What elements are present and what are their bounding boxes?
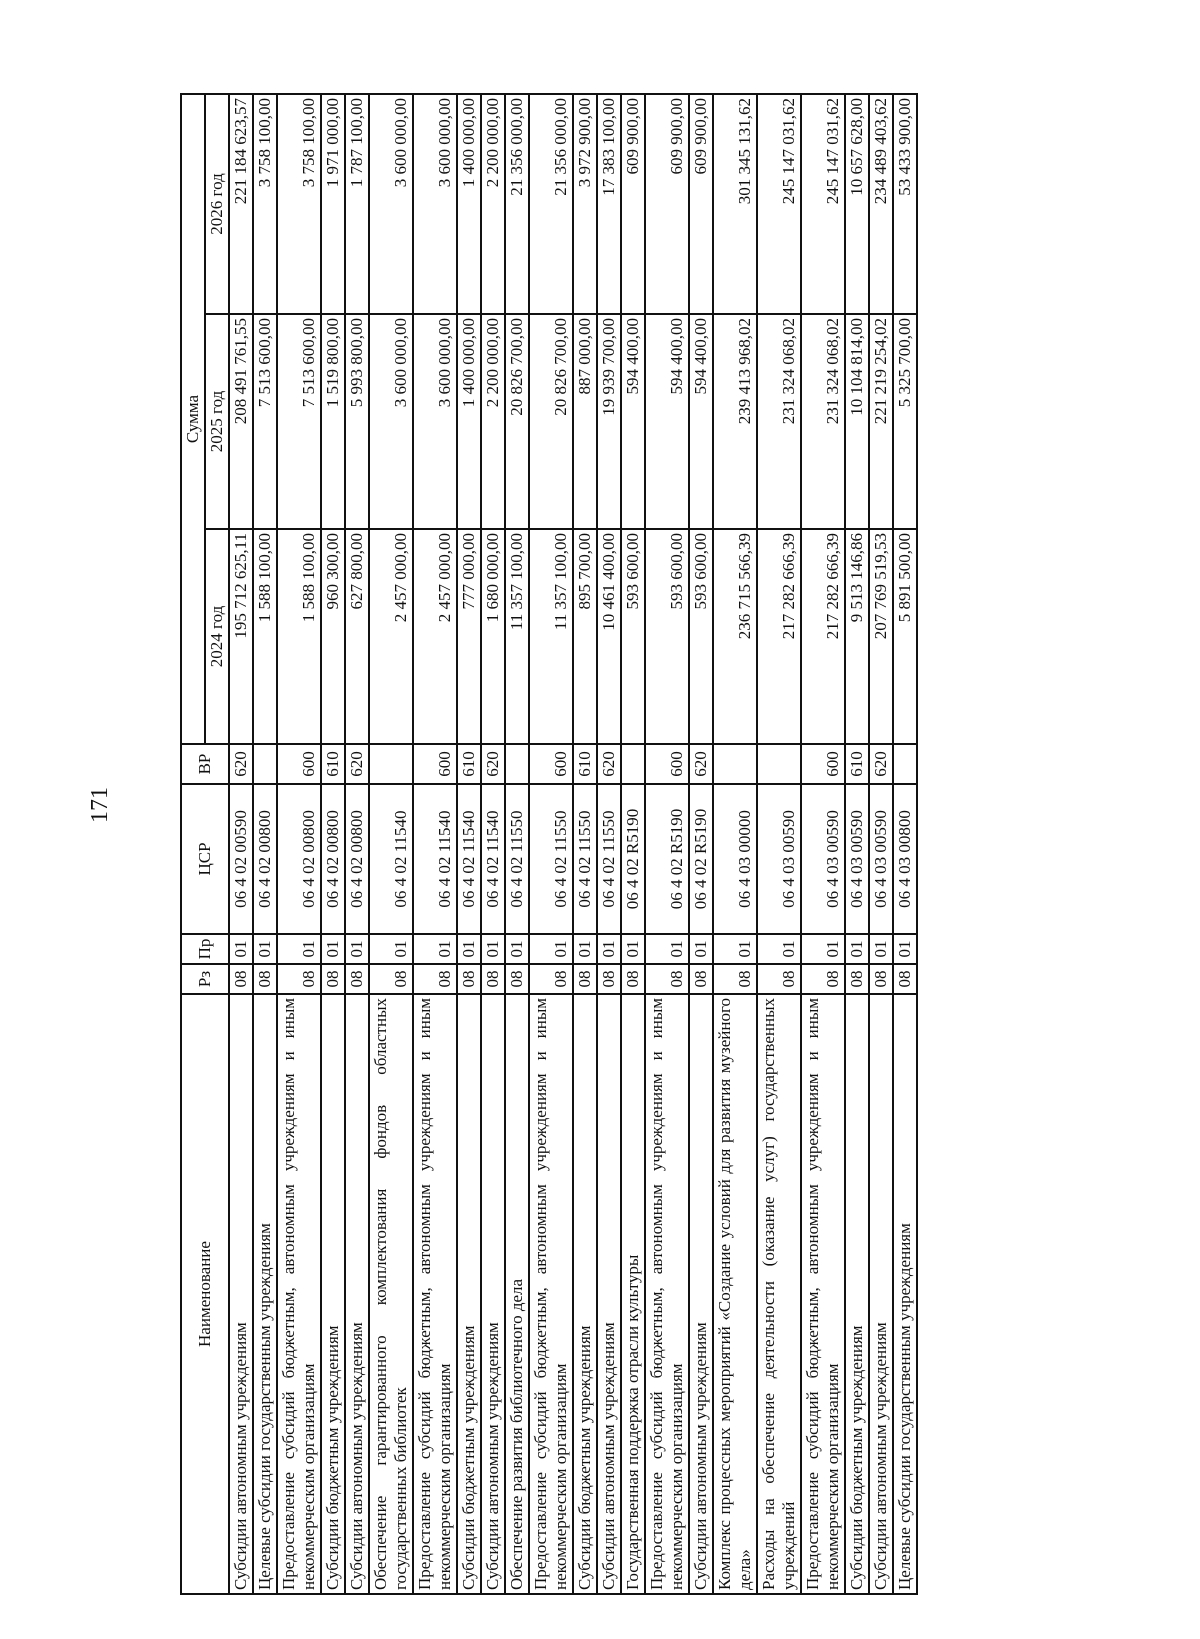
- row-rz: 08: [505, 964, 529, 994]
- row-rz: 08: [713, 964, 757, 994]
- table-row: [689, 94, 713, 1594]
- row-pr: 01: [229, 934, 253, 964]
- row-name: Целевые субсидии государственным учреждениям: [893, 994, 917, 1594]
- row-sum-2026: 609 900,00: [689, 94, 713, 314]
- row-csr: 06 4 02 11540: [457, 784, 481, 934]
- row-vr: 600: [277, 744, 321, 784]
- table-row: [845, 94, 869, 1594]
- row-rz: 08: [801, 964, 845, 994]
- header-csr: ЦСР: [181, 784, 229, 934]
- row-pr: 01: [505, 934, 529, 964]
- row-sum-2026: 10 657 628,00: [845, 94, 869, 314]
- row-pr: 01: [369, 934, 413, 964]
- row-rz: 08: [845, 964, 869, 994]
- row-sum-2025: 1 519 800,00: [321, 314, 345, 529]
- row-rz: 08: [413, 964, 457, 994]
- row-sum-2024: 593 600,00: [689, 529, 713, 744]
- row-name: Государственная поддержка отрасли культуры: [621, 994, 645, 1594]
- table-row: [369, 94, 413, 1594]
- row-vr: [757, 744, 801, 784]
- row-sum-2025: 594 400,00: [621, 314, 645, 529]
- row-csr: 06 4 03 00590: [757, 784, 801, 934]
- page-number: 171: [87, 787, 113, 823]
- row-sum-2024: 217 282 666,39: [801, 529, 845, 744]
- row-csr: 06 4 03 00000: [713, 784, 757, 934]
- row-name: Комплекс процессных мероприятий «Создание условий для развития музейного дела»: [713, 994, 757, 1594]
- row-pr: 01: [481, 934, 505, 964]
- row-sum-2026: 21 356 000,00: [529, 94, 573, 314]
- row-csr: 06 4 02 11550: [505, 784, 529, 934]
- row-pr: 01: [573, 934, 597, 964]
- table-row: [505, 94, 529, 1594]
- row-name: Субсидии автономным учреждениям: [597, 994, 621, 1594]
- header-2024: 2024 год: [205, 529, 229, 744]
- row-sum-2025: 231 324 068,02: [801, 314, 845, 529]
- row-vr: [621, 744, 645, 784]
- row-vr: 610: [457, 744, 481, 784]
- row-sum-2025: 887 000,00: [573, 314, 597, 529]
- row-rz: 08: [481, 964, 505, 994]
- row-sum-2026: 609 900,00: [645, 94, 689, 314]
- row-sum-2026: 301 345 131,62: [713, 94, 757, 314]
- row-sum-2026: 234 489 403,62: [869, 94, 893, 314]
- row-name: Целевые субсидии государственным учреждениям: [253, 994, 277, 1594]
- row-rz: 08: [689, 964, 713, 994]
- row-sum-2024: 207 769 519,53: [869, 529, 893, 744]
- row-rz: 08: [757, 964, 801, 994]
- row-name: Субсидии автономным учреждениям: [345, 994, 369, 1594]
- table-row: [253, 94, 277, 1594]
- row-vr: 610: [573, 744, 597, 784]
- row-sum-2026: 221 184 623,57: [229, 94, 253, 314]
- row-vr: 620: [597, 744, 621, 784]
- row-vr: 620: [689, 744, 713, 784]
- row-sum-2024: 593 600,00: [621, 529, 645, 744]
- row-rz: 08: [597, 964, 621, 994]
- row-sum-2025: 3 600 000,00: [369, 314, 413, 529]
- row-csr: 06 4 02 00800: [321, 784, 345, 934]
- table-header: [181, 94, 229, 1594]
- row-sum-2024: 11 357 100,00: [505, 529, 529, 744]
- header-vr: ВР: [181, 744, 229, 784]
- row-pr: 01: [345, 934, 369, 964]
- row-rz: 08: [529, 964, 573, 994]
- row-sum-2026: 3 600 000,00: [369, 94, 413, 314]
- row-name: Субсидии бюджетным учреждениям: [573, 994, 597, 1594]
- row-sum-2024: 217 282 666,39: [757, 529, 801, 744]
- row-sum-2026: 3 758 100,00: [253, 94, 277, 314]
- row-sum-2024: 1 588 100,00: [277, 529, 321, 744]
- row-sum-2024: 10 461 400,00: [597, 529, 621, 744]
- table-row: [645, 94, 689, 1594]
- row-name: Субсидии бюджетным учреждениям: [321, 994, 345, 1594]
- row-sum-2025: 19 939 700,00: [597, 314, 621, 529]
- row-pr: 01: [321, 934, 345, 964]
- rotated-table-container: [180, 95, 1000, 1595]
- row-sum-2025: 7 513 600,00: [253, 314, 277, 529]
- row-vr: [713, 744, 757, 784]
- row-sum-2026: 1 787 100,00: [345, 94, 369, 314]
- row-sum-2024: 777 000,00: [457, 529, 481, 744]
- row-vr: 620: [481, 744, 505, 784]
- row-csr: 06 4 02 00800: [345, 784, 369, 934]
- table-row: [597, 94, 621, 1594]
- row-sum-2026: 17 383 100,00: [597, 94, 621, 314]
- row-vr: [505, 744, 529, 784]
- row-sum-2024: 895 700,00: [573, 529, 597, 744]
- row-csr: 06 4 02 11540: [413, 784, 457, 934]
- row-rz: 08: [893, 964, 917, 994]
- table-row: [413, 94, 457, 1594]
- row-sum-2024: 593 600,00: [645, 529, 689, 744]
- table-row: [481, 94, 505, 1594]
- row-pr: 01: [757, 934, 801, 964]
- header-sum: Сумма: [181, 94, 205, 744]
- row-sum-2026: 3 758 100,00: [277, 94, 321, 314]
- table-row: [345, 94, 369, 1594]
- row-rz: 08: [277, 964, 321, 994]
- row-sum-2026: 21 356 000,00: [505, 94, 529, 314]
- row-rz: 08: [321, 964, 345, 994]
- row-vr: 620: [345, 744, 369, 784]
- row-sum-2025: 2 200 000,00: [481, 314, 505, 529]
- row-sum-2025: 5 993 800,00: [345, 314, 369, 529]
- row-vr: 610: [845, 744, 869, 784]
- row-sum-2024: 627 800,00: [345, 529, 369, 744]
- row-name: Обеспечение развития библиотечного дела: [505, 994, 529, 1594]
- header-2025: 2025 год: [205, 314, 229, 529]
- row-csr: 06 4 02 11540: [481, 784, 505, 934]
- row-rz: 08: [621, 964, 645, 994]
- row-sum-2025: 239 413 968,02: [713, 314, 757, 529]
- row-sum-2024: 11 357 100,00: [529, 529, 573, 744]
- row-csr: 06 4 02 11550: [529, 784, 573, 934]
- table-row: [801, 94, 845, 1594]
- row-csr: 06 4 02 11550: [573, 784, 597, 934]
- row-rz: 08: [253, 964, 277, 994]
- row-pr: 01: [645, 934, 689, 964]
- row-csr: 06 4 03 00590: [869, 784, 893, 934]
- row-sum-2025: 1 400 000,00: [457, 314, 481, 529]
- row-pr: 01: [529, 934, 573, 964]
- row-pr: 01: [893, 934, 917, 964]
- row-rz: 08: [229, 964, 253, 994]
- row-rz: 08: [645, 964, 689, 994]
- row-sum-2026: 245 147 031,62: [801, 94, 845, 314]
- row-name: Субсидии бюджетным учреждениям: [457, 994, 481, 1594]
- row-csr: 06 4 02 11550: [597, 784, 621, 934]
- row-name: Субсидии автономным учреждениям: [689, 994, 713, 1594]
- row-name: Предоставление субсидий бюджетным, автономным учреждениям и иным некоммерческим организациям: [277, 994, 321, 1594]
- row-name: Расходы на обеспечение деятельности (оказание услуг) государственных учреждений: [757, 994, 801, 1594]
- row-sum-2025: 594 400,00: [645, 314, 689, 529]
- table-body: [229, 94, 917, 1594]
- table-row: [573, 94, 597, 1594]
- row-csr: 06 4 03 00590: [801, 784, 845, 934]
- row-vr: 600: [413, 744, 457, 784]
- table-row: [529, 94, 573, 1594]
- row-csr: 06 4 02 11540: [369, 784, 413, 934]
- row-rz: 08: [369, 964, 413, 994]
- row-name: Субсидии автономным учреждениям: [481, 994, 505, 1594]
- row-sum-2024: 960 300,00: [321, 529, 345, 744]
- row-sum-2025: 5 325 700,00: [893, 314, 917, 529]
- row-pr: 01: [277, 934, 321, 964]
- row-pr: 01: [457, 934, 481, 964]
- row-sum-2025: 594 400,00: [689, 314, 713, 529]
- row-rz: 08: [573, 964, 597, 994]
- row-vr: [369, 744, 413, 784]
- row-sum-2026: 1 971 000,00: [321, 94, 345, 314]
- row-name: Предоставление субсидий бюджетным, автономным учреждениям и иным некоммерческим организациям: [529, 994, 573, 1594]
- row-vr: 620: [869, 744, 893, 784]
- table-row: [229, 94, 253, 1594]
- table-row: [713, 94, 757, 1594]
- row-name: Предоставление субсидий бюджетным, автономным учреждениям и иным некоммерческим организациям: [413, 994, 457, 1594]
- row-vr: [893, 744, 917, 784]
- row-sum-2026: 1 400 000,00: [457, 94, 481, 314]
- row-sum-2024: 1 680 000,00: [481, 529, 505, 744]
- row-vr: 600: [529, 744, 573, 784]
- row-name: Субсидии бюджетным учреждениям: [845, 994, 869, 1594]
- row-sum-2024: 9 513 146,86: [845, 529, 869, 744]
- row-sum-2025: 7 513 600,00: [277, 314, 321, 529]
- row-sum-2024: 2 457 000,00: [369, 529, 413, 744]
- row-sum-2025: 3 600 000,00: [413, 314, 457, 529]
- row-pr: 01: [869, 934, 893, 964]
- row-sum-2024: 1 588 100,00: [253, 529, 277, 744]
- row-csr: 06 4 02 00590: [229, 784, 253, 934]
- row-pr: 01: [689, 934, 713, 964]
- row-name: Обеспечение гарантированного комплектования фондов областных государственных библиотек: [369, 994, 413, 1594]
- row-csr: 06 4 03 00590: [845, 784, 869, 934]
- table-row: [893, 94, 917, 1594]
- row-sum-2026: 3 972 900,00: [573, 94, 597, 314]
- row-csr: 06 4 02 R5190: [621, 784, 645, 934]
- table-row: [321, 94, 345, 1594]
- row-name: Субсидии автономным учреждениям: [229, 994, 253, 1594]
- row-csr: 06 4 02 R5190: [689, 784, 713, 934]
- table-row: [869, 94, 893, 1594]
- row-csr: 06 4 02 00800: [253, 784, 277, 934]
- header-pr: Пр: [181, 934, 229, 964]
- budget-table: [180, 93, 918, 1595]
- row-sum-2024: 195 712 625,11: [229, 529, 253, 744]
- row-vr: 600: [801, 744, 845, 784]
- row-sum-2025: 20 826 700,00: [505, 314, 529, 529]
- row-sum-2024: 5 891 500,00: [893, 529, 917, 744]
- row-pr: 01: [621, 934, 645, 964]
- header-2026: 2026 год: [205, 94, 229, 314]
- row-pr: 01: [253, 934, 277, 964]
- row-name: Субсидии автономным учреждениям: [869, 994, 893, 1594]
- row-pr: 01: [845, 934, 869, 964]
- row-rz: 08: [869, 964, 893, 994]
- row-pr: 01: [801, 934, 845, 964]
- row-vr: 610: [321, 744, 345, 784]
- row-rz: 08: [345, 964, 369, 994]
- table-row: [277, 94, 321, 1594]
- row-rz: 08: [457, 964, 481, 994]
- row-sum-2026: 3 600 000,00: [413, 94, 457, 314]
- row-pr: 01: [713, 934, 757, 964]
- table-row: [457, 94, 481, 1594]
- row-name: Предоставление субсидий бюджетным, автономным учреждениям и иным некоммерческим организациям: [801, 994, 845, 1594]
- row-sum-2025: 10 104 814,00: [845, 314, 869, 529]
- row-csr: 06 4 02 R5190: [645, 784, 689, 934]
- row-sum-2024: 236 715 566,39: [713, 529, 757, 744]
- row-sum-2025: 20 826 700,00: [529, 314, 573, 529]
- row-pr: 01: [413, 934, 457, 964]
- table-row: [621, 94, 645, 1594]
- header-rz: Рз: [181, 964, 229, 994]
- row-vr: 600: [645, 744, 689, 784]
- row-sum-2026: 245 147 031,62: [757, 94, 801, 314]
- row-sum-2025: 231 324 068,02: [757, 314, 801, 529]
- row-vr: [253, 744, 277, 784]
- row-sum-2026: 609 900,00: [621, 94, 645, 314]
- row-sum-2024: 2 457 000,00: [413, 529, 457, 744]
- row-vr: 620: [229, 744, 253, 784]
- row-sum-2026: 53 433 900,00: [893, 94, 917, 314]
- row-pr: 01: [597, 934, 621, 964]
- row-sum-2025: 208 491 761,55: [229, 314, 253, 529]
- table-row: [757, 94, 801, 1594]
- header-name: Наименование: [181, 994, 229, 1594]
- row-csr: 06 4 03 00800: [893, 784, 917, 934]
- row-name: Предоставление субсидий бюджетным, автономным учреждениям и иным некоммерческим организациям: [645, 994, 689, 1594]
- row-sum-2026: 2 200 000,00: [481, 94, 505, 314]
- row-sum-2025: 221 219 254,02: [869, 314, 893, 529]
- row-csr: 06 4 02 00800: [277, 784, 321, 934]
